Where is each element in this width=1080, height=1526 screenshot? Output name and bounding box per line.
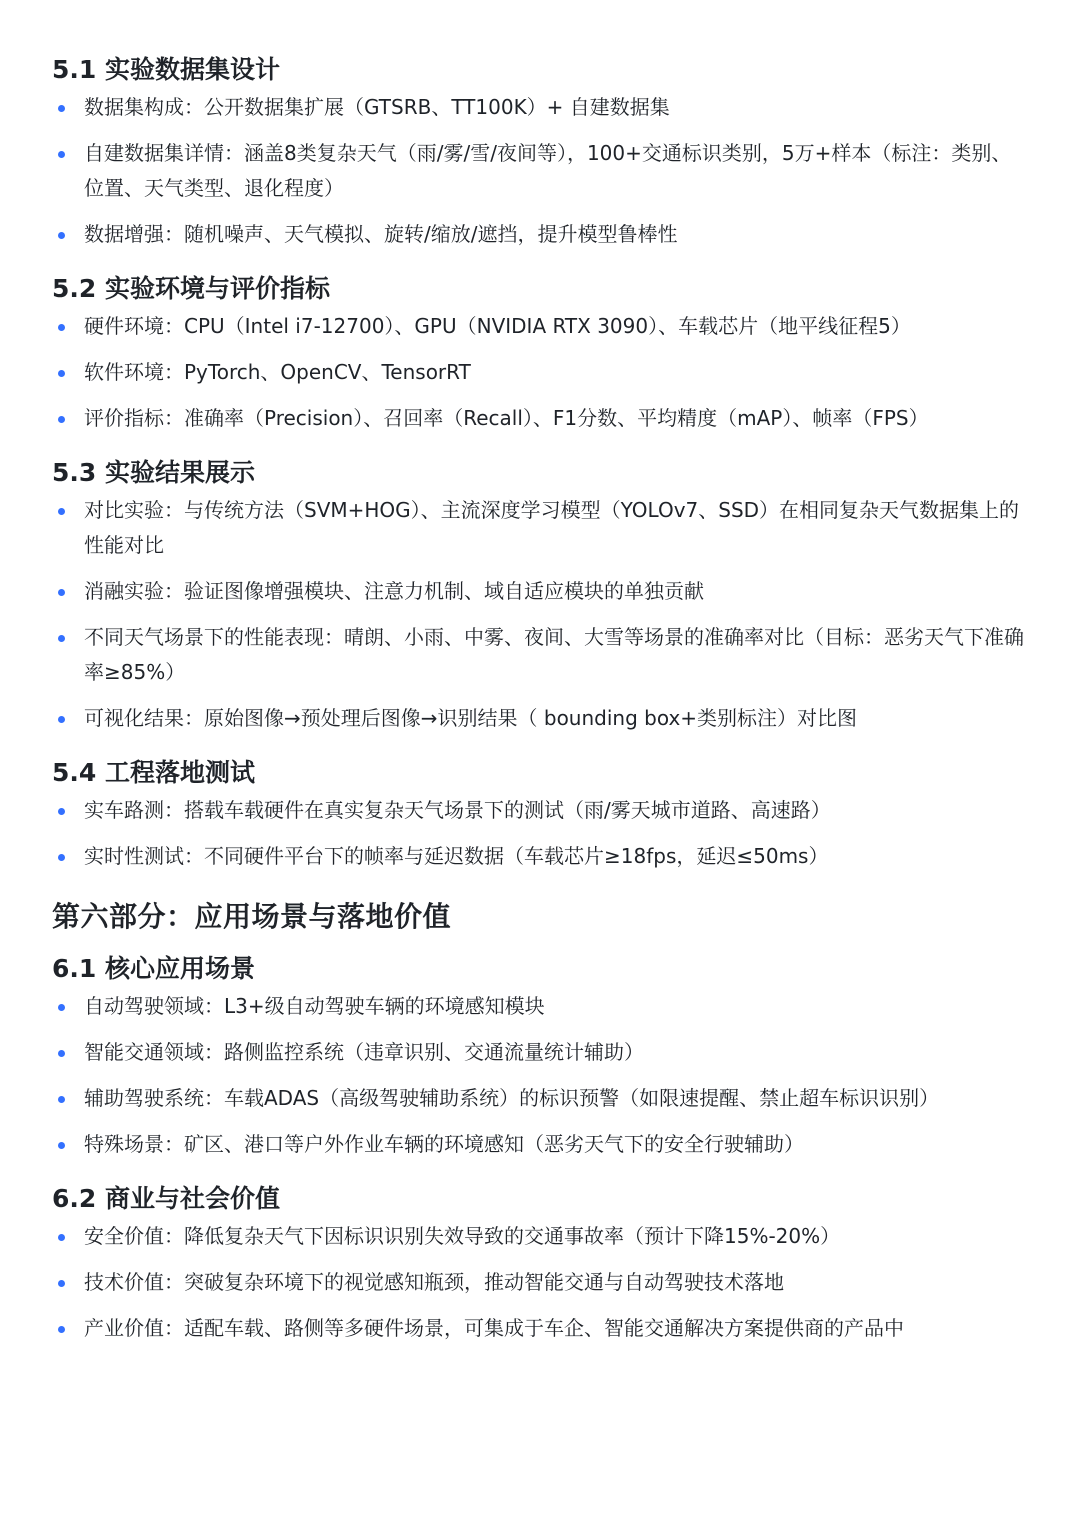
list-item: [52, 1265, 1030, 1300]
bullet-icon: [58, 105, 65, 112]
bullet-icon: [58, 1050, 65, 1057]
bullet-icon: [58, 808, 65, 815]
bullet-icon: [58, 854, 65, 861]
list-item: [52, 90, 1030, 125]
list-item: [52, 839, 1030, 874]
list-item-text: 自动驾驶领域：L3+级自动驾驶车辆的环境感知模块: [84, 994, 545, 1018]
bullet-icon: [58, 232, 65, 239]
bullet-icon: [58, 1096, 65, 1103]
list-item-text: 实时性测试：不同硬件平台下的帧率与延迟数据（车载芯片≥18fps，延迟≤50ms）: [84, 844, 829, 868]
bullet-icon: [58, 635, 65, 642]
list-item-text: 评价指标：准确率（Precision）、召回率（Recall）、F1分数、平均精度（mAP）、帧率（FPS）: [84, 406, 929, 430]
list-item-text: 智能交通领域：路侧监控系统（违章识别、交通流量统计辅助）: [84, 1040, 644, 1064]
bullet-icon: [58, 1234, 65, 1241]
list-item: [52, 309, 1030, 344]
bullet-icon: [58, 1142, 65, 1149]
bullet-icon: [58, 151, 65, 158]
list-item-text: 自建数据集详情：涵盖8类复杂天气（雨/雾/雪/夜间等），100+交通标识类别，5万+样本（标注：类别、位置、天气类型、退化程度）: [84, 141, 1012, 200]
section-list-5-1: [52, 90, 1030, 252]
section-title-5-3: 5.3 实验结果展示: [52, 458, 255, 487]
bullet-icon: [58, 589, 65, 596]
section-title-5-4: 5.4 工程落地测试: [52, 758, 255, 787]
bullet-icon: [58, 370, 65, 377]
bullet-icon: [58, 416, 65, 423]
bullet-icon: [58, 716, 65, 723]
bullet-icon: [58, 324, 65, 331]
part-title: 第六部分：应用场景与落地价值: [52, 900, 452, 933]
list-item-text: 可视化结果：原始图像→预处理后图像→识别结果（ bounding box+类别标注）对比图: [84, 706, 858, 730]
list-item: [52, 217, 1030, 252]
list-item: [52, 1035, 1030, 1070]
list-item-text: 数据增强：随机噪声、天气模拟、旋转/缩放/遮挡，提升模型鲁棒性: [84, 222, 678, 246]
list-item: [52, 1081, 1030, 1116]
section-title-6-1: 6.1 核心应用场景: [52, 954, 255, 983]
section-title-6-2: 6.2 商业与社会价值: [52, 1184, 280, 1213]
list-item: [52, 620, 1030, 690]
list-item-text: 技术价值：突破复杂环境下的视觉感知瓶颈，推动智能交通与自动驾驶技术落地: [84, 1270, 784, 1294]
list-item: [52, 989, 1030, 1024]
list-item-text: 特殊场景：矿区、港口等户外作业车辆的环境感知（恶劣天气下的安全行驶辅助）: [84, 1132, 804, 1156]
list-item-text: 实车路测：搭载车载硬件在真实复杂天气场景下的测试（雨/雾天城市道路、高速路）: [84, 798, 831, 822]
list-item-text: 不同天气场景下的性能表现：晴朗、小雨、中雾、夜间、大雪等场景的准确率对比（目标：恶劣天气下准确率≥85%）: [84, 625, 1024, 684]
list-item: [52, 355, 1030, 390]
list-item: [52, 793, 1030, 828]
list-item-text: 硬件环境：CPU（Intel i7-12700）、GPU（NVIDIA RTX 3090）、车载芯片（地平线征程5）: [84, 314, 911, 338]
list-item: [52, 701, 1030, 736]
list-item: [52, 493, 1030, 563]
list-item: [52, 401, 1030, 436]
list-item-text: 辅助驾驶系统：车载ADAS（高级驾驶辅助系统）的标识预警（如限速提醒、禁止超车标识识别）: [84, 1086, 940, 1110]
section-title-5-1: 5.1 实验数据集设计: [52, 55, 280, 84]
section-title-5-2: 5.2 实验环境与评价指标: [52, 274, 330, 303]
section-list-6-1: [52, 989, 1030, 1162]
list-item: [52, 136, 1030, 206]
section-list-5-3: [52, 493, 1030, 736]
list-item-text: 产业价值：适配车载、路侧等多硬件场景，可集成于车企、智能交通解决方案提供商的产品中: [84, 1316, 904, 1340]
section-list-5-4: [52, 793, 1030, 874]
list-item-text: 软件环境：PyTorch、OpenCV、TensorRT: [84, 360, 471, 384]
list-item-text: 对比实验：与传统方法（SVM+HOG）、主流深度学习模型（YOLOv7、SSD）在相同复杂天气数据集上的性能对比: [84, 498, 1020, 557]
list-item: [52, 574, 1030, 609]
list-item: [52, 1219, 1030, 1254]
bullet-icon: [58, 1280, 65, 1287]
section-list-6-2: [52, 1219, 1030, 1346]
bullet-icon: [58, 1004, 65, 1011]
bullet-icon: [58, 508, 65, 515]
section-list-5-2: [52, 309, 1030, 436]
list-item-text: 消融实验：验证图像增强模块、注意力机制、域自适应模块的单独贡献: [84, 579, 704, 603]
list-item: [52, 1311, 1030, 1346]
list-item: [52, 1127, 1030, 1162]
bullet-icon: [58, 1326, 65, 1333]
list-item-text: 数据集构成：公开数据集扩展（GTSRB、TT100K）+ 自建数据集: [84, 95, 670, 119]
list-item-text: 安全价值：降低复杂天气下因标识识别失效导致的交通事故率（预计下降15%-20%）: [84, 1224, 841, 1248]
